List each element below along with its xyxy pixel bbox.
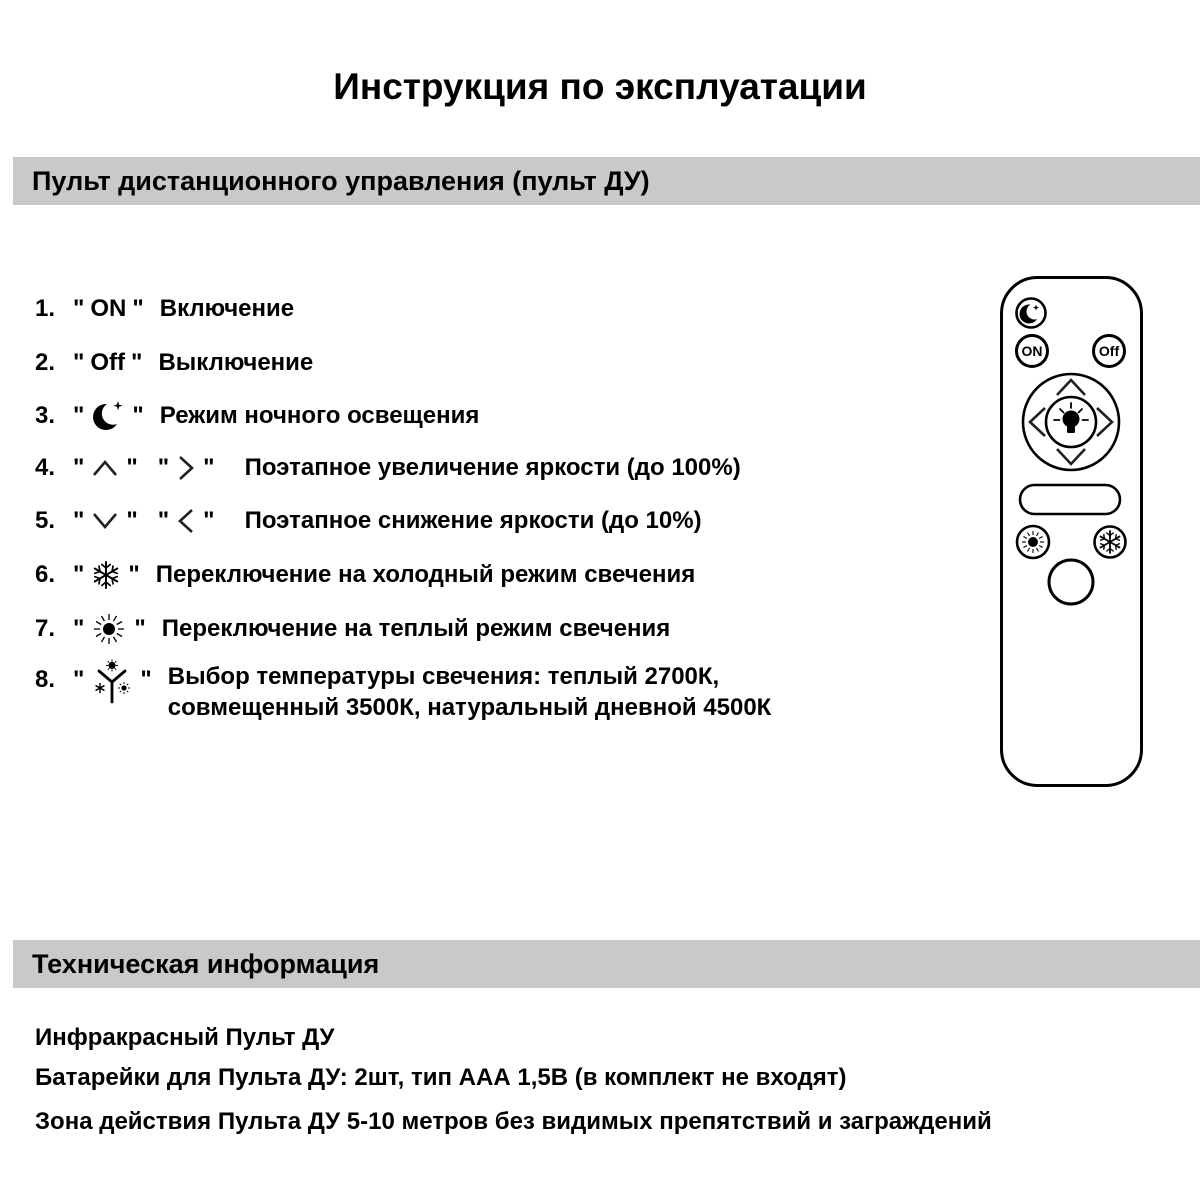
item-label: Включение (159, 295, 295, 322)
instruction-item-6 (35, 553, 695, 597)
quote-mark: " (132, 402, 144, 429)
item-number: 6. (35, 561, 56, 588)
quote-mark: " (203, 454, 215, 481)
item-number: 2. (35, 349, 56, 376)
item-label: Поэтапное увеличение яркости (до 100%) (244, 454, 741, 481)
moon-icon (91, 399, 125, 433)
quote-mark: " (132, 295, 144, 322)
sun-icon (91, 611, 127, 647)
instruction-item-3 (35, 394, 479, 438)
section-header-remote (13, 157, 1200, 205)
remote-pill-button (1020, 485, 1120, 514)
snowflake-icon (91, 560, 121, 590)
quote-mark: " (134, 615, 146, 642)
tech-info-line-1: Инфракрасный Пульт ДУ (35, 1024, 335, 1051)
quote-mark: " (203, 507, 215, 534)
instruction-item-8 (35, 659, 771, 723)
remote-control-illustration (998, 274, 1145, 790)
on-key-label: ON (90, 295, 127, 322)
section-header-tech-label: Техническая информация (32, 948, 380, 979)
item-label (168, 661, 772, 723)
quote-mark: " (73, 666, 85, 693)
chevron-right-icon (176, 454, 196, 482)
instruction-item-7 (35, 607, 670, 651)
item-label: Поэтапное снижение яркости (до 10%) (244, 507, 702, 534)
quote-mark: " (131, 349, 143, 376)
quote-mark: " (140, 666, 152, 693)
instruction-item-4 (35, 446, 741, 490)
svg-text:Off: Off (1098, 343, 1120, 359)
item-number: 1. (35, 295, 56, 322)
quote-mark: " (73, 295, 85, 322)
quote-mark: " (126, 507, 138, 534)
quote-mark: " (157, 454, 170, 481)
item-number: 3. (35, 402, 56, 429)
item-label: Режим ночного освещения (159, 402, 480, 429)
item-number: 7. (35, 615, 56, 642)
quote-mark: " (73, 615, 85, 642)
remote-round-button (1049, 560, 1093, 604)
quote-mark: " (157, 507, 170, 534)
remote-on-button (1017, 336, 1048, 367)
quote-mark: " (73, 402, 85, 429)
item-label: Переключение на холодный режим свечения (155, 561, 696, 588)
item-number: 8. (35, 666, 56, 693)
quote-mark: " (73, 454, 85, 481)
remote-cold-button (1095, 527, 1126, 558)
item-label: Переключение на теплый режим свечения (161, 615, 671, 642)
remote-warm-button (1017, 526, 1049, 558)
item-label-line-2: совмещенный 3500К, натуральный дневной 4500К (167, 694, 772, 721)
instruction-item-1 (35, 287, 294, 331)
remote-night-mode-button (1017, 299, 1046, 328)
instruction-item-5 (35, 499, 702, 543)
quote-mark: " (73, 561, 85, 588)
section-header-remote-label: Пульт дистанционного управления (пульт ДУ) (32, 165, 650, 196)
item-label: Выключение (158, 349, 314, 376)
page-title: Инструкция по эксплуатации (333, 66, 867, 107)
quote-mark: " (73, 507, 85, 534)
color-temperature-select-icon (91, 659, 133, 707)
tech-info-line-2: Батарейки для Пульта ДУ: 2шт, тип ААА 1,5В (в комплект не входят) (35, 1064, 847, 1091)
quote-mark: " (73, 349, 85, 376)
quote-mark: " (128, 561, 140, 588)
item-number: 5. (35, 507, 56, 534)
chevron-left-icon (176, 507, 196, 535)
svg-text:ON: ON (1021, 343, 1043, 359)
tech-info-line-3: Зона действия Пульта ДУ 5-10 метров без видимых препятствий и заграждений (35, 1108, 992, 1135)
chevron-down-icon (91, 511, 119, 531)
remote-off-button (1094, 336, 1125, 367)
chevron-up-icon (91, 458, 119, 478)
quote-mark: " (126, 454, 138, 481)
instruction-item-2 (35, 341, 313, 385)
section-header-tech (13, 940, 1200, 988)
off-key-label: Off (90, 349, 126, 376)
item-label-line-1: Выбор температуры свечения: теплый 2700К, (167, 663, 720, 690)
item-number: 4. (35, 454, 56, 481)
remote-dpad (1023, 374, 1119, 470)
